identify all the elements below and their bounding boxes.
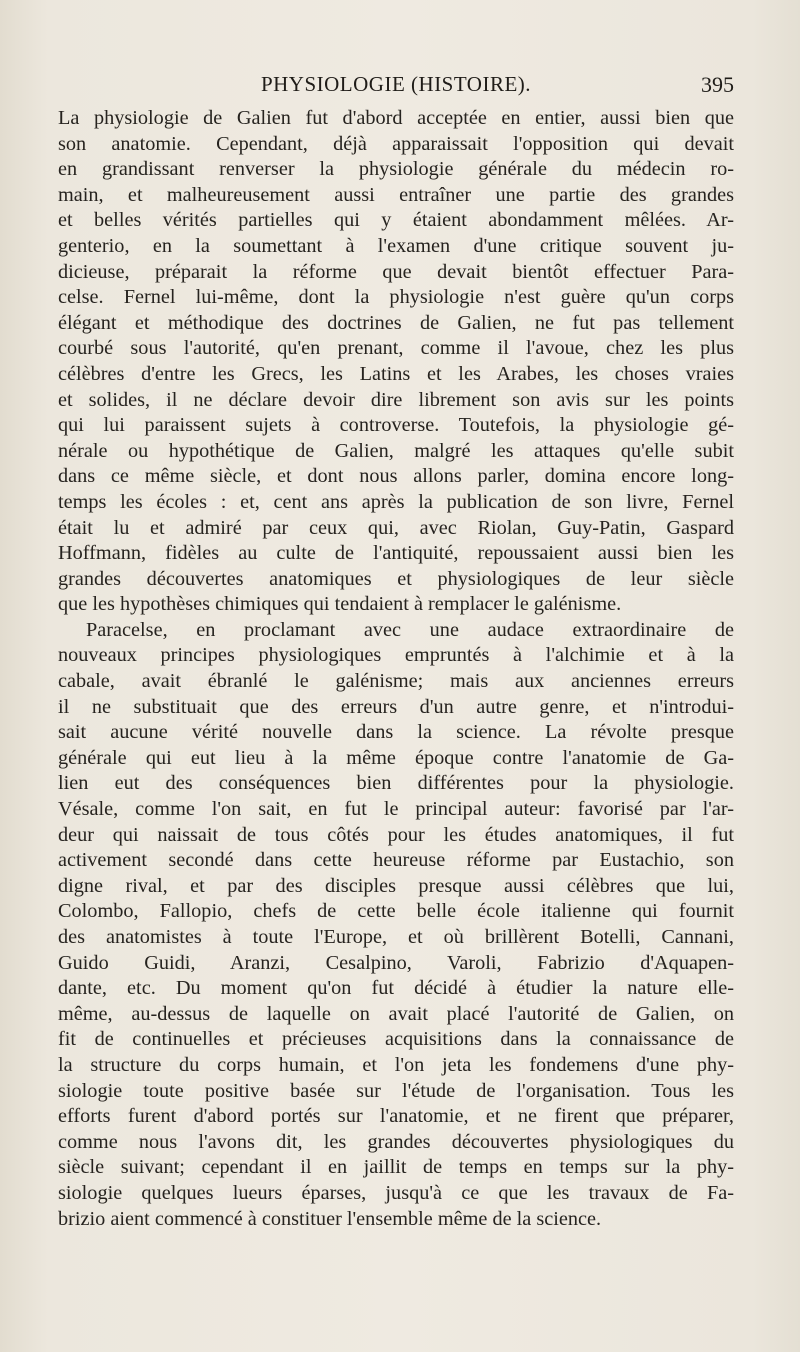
body-text xyxy=(58,106,734,1232)
text-line: cabale, avait ébranlé le galénisme; mais aux anciennes erreurs xyxy=(58,670,734,693)
text-line: la structure du corps humain, et l'on jeta les fondemens d'une phy- xyxy=(58,1053,734,1076)
text-line: célèbres d'entre les Grecs, les Latins et les Arabes, les choses vraies xyxy=(58,362,734,385)
text-line: dans ce même siècle, et dont nous allons parler, domina encore long- xyxy=(58,465,734,488)
text-line: brizio aient commencé à constituer l'ensemble même de la science. xyxy=(58,1207,602,1230)
text-line: lien eut des conséquences bien différentes pour la physiologie. xyxy=(58,772,734,795)
text-line: et solides, il ne déclare devoir dire librement son avis sur les points xyxy=(58,388,734,411)
text-line: dante, etc. Du moment qu'on fut décidé à étudier la nature elle- xyxy=(58,977,734,1000)
text-line: en grandissant renverser la physiologie générale du médecin ro- xyxy=(58,158,734,181)
text-line: comme nous l'avons dit, les grandes découvertes physiologiques du xyxy=(58,1130,734,1153)
text-line: Guido Guidi, Aranzi, Cesalpino, Varoli, Fabrizio d'Aquapen- xyxy=(58,951,734,974)
text-line: celse. Fernel lui-même, dont la physiologie n'est guère qu'un corps xyxy=(58,286,734,309)
text-line: temps les écoles : et, cent ans après la publication de son livre, Fernel xyxy=(58,490,734,513)
page-header xyxy=(58,72,734,104)
text-line: grandes découvertes anatomiques et physiologiques de leur siècle xyxy=(58,567,734,590)
text-line: Paracelse, en proclamant avec une audace extraordinaire de xyxy=(86,618,734,641)
text-line: nouveaux principes physiologiques empruntés à l'alchimie et à la xyxy=(58,644,734,667)
text-line: deur qui naissait de tous côtés pour les études anatomiques, il fut xyxy=(58,823,734,846)
text-line: efforts furent d'abord portés sur l'anatomie, et ne firent que préparer, xyxy=(58,1105,734,1128)
text-line: siologie toute positive basée sur l'étude de l'organisation. Tous les xyxy=(58,1079,734,1102)
text-line: digne rival, et par des disciples presque aussi célèbres que lui, xyxy=(58,874,734,897)
text-line: Colombo, Fallopio, chefs de cette belle école italienne qui fournit xyxy=(58,900,734,923)
text-line: sait aucune vérité nouvelle dans la science. La révolte presque xyxy=(58,721,734,744)
text-line: Vésale, comme l'on sait, en fut le principal auteur: favorisé par l'ar- xyxy=(58,798,734,821)
text-line: son anatomie. Cependant, déjà apparaissait l'opposition qui devait xyxy=(58,132,734,155)
text-line: Hoffmann, fidèles au culte de l'antiquité, repoussaient aussi bien les xyxy=(58,542,734,565)
text-line: courbé sous l'autorité, qu'en prenant, comme il l'avoue, chez les plus xyxy=(58,337,734,360)
text-line: élégant et méthodique des doctrines de Galien, ne fut pas tellement xyxy=(58,311,734,334)
text-line: dicieuse, préparait la réforme que devait bientôt effectuer Para- xyxy=(58,260,734,283)
text-line: La physiologie de Galien fut d'abord acceptée en entier, aussi bien que xyxy=(58,107,734,129)
text-line: siècle suivant; cependant il en jaillit de temps en temps sur la phy- xyxy=(58,1156,734,1179)
text-line: main, et malheureusement aussi entraîner une partie des grandes xyxy=(58,183,734,206)
text-line: générale qui eut lieu à la même époque contre l'anatomie de Ga- xyxy=(58,746,734,769)
text-line: il ne substituait que des erreurs d'un autre genre, et n'introdui- xyxy=(58,695,734,718)
text-line: même, au-dessus de laquelle on avait placé l'autorité de Galien, on xyxy=(58,1002,734,1025)
text-line: genterio, en la soumettant à l'examen d'une critique souvent ju- xyxy=(58,234,734,257)
text-line: et belles vérités partielles qui y étaient abondamment mêlées. Ar- xyxy=(58,209,734,232)
text-line: qui lui paraissent sujets à controverse. Toutefois, la physiologie gé- xyxy=(58,414,734,437)
text-line: fit de continuelles et précieuses acquisitions dans la connaissance de xyxy=(58,1028,734,1051)
text-line: siologie quelques lueurs éparses, jusqu'à ce que les travaux de Fa- xyxy=(58,1181,734,1204)
text-line: des anatomistes à toute l'Europe, et où brillèrent Botelli, Cannani, xyxy=(58,926,734,948)
text-line: nérale ou hypothétique de Galien, malgré les attaques qu'elle subit xyxy=(58,439,734,462)
text-line: activement secondé dans cette heureuse réforme par Eustachio, son xyxy=(58,849,734,872)
page-number: 395 xyxy=(701,72,734,97)
running-title: PHYSIOLOGIE (HISTOIRE). xyxy=(260,72,532,96)
text-line: était lu et admiré par ceux qui, avec Riolan, Guy-Patin, Gaspard xyxy=(58,516,734,539)
text-line: que les hypothèses chimiques qui tendaient à remplacer le galénisme. xyxy=(58,593,622,616)
